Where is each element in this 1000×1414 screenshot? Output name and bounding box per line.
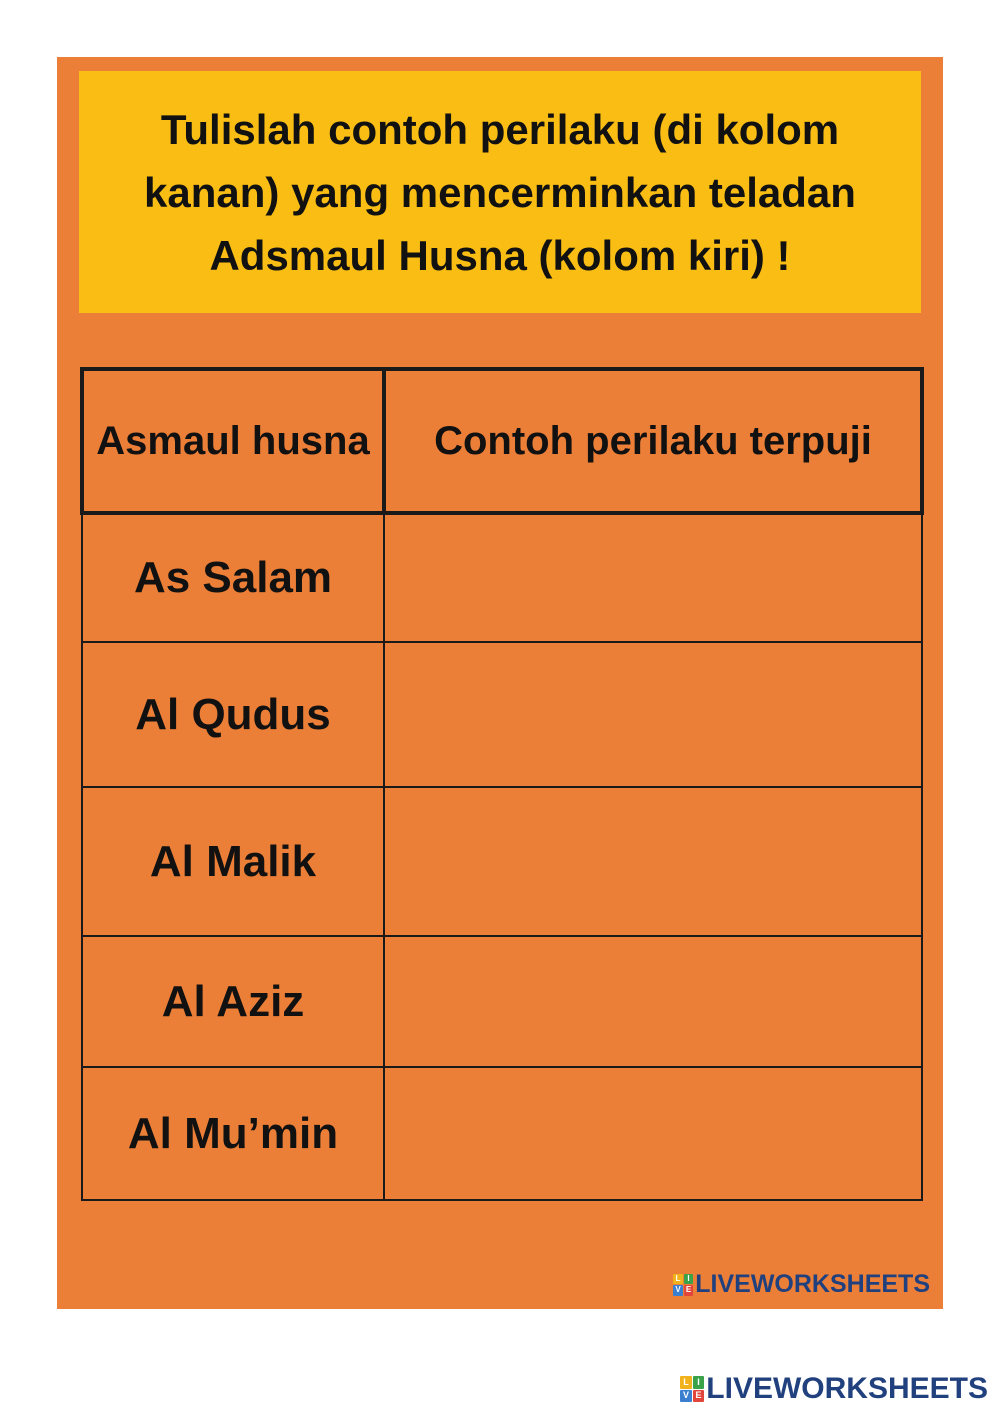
worksheet [57, 57, 943, 1309]
logo-letter: I [684, 1274, 694, 1285]
brand-name: LIVEWORKSHEETS [706, 1372, 988, 1405]
asmaul-name-cell: Al Aziz [82, 936, 384, 1067]
table-header-row [82, 369, 922, 513]
table-row [82, 1067, 922, 1200]
logo-letter: I [693, 1376, 705, 1389]
logo-letter: E [693, 1390, 705, 1403]
logo-letter: V [680, 1390, 692, 1403]
liveworksheets-logo-icon [680, 1376, 704, 1402]
asmaul-name-cell: Al Malik [82, 787, 384, 936]
answer-cell[interactable] [384, 513, 922, 642]
answer-cell[interactable] [384, 787, 922, 936]
instruction-text: Tulislah contoh perilaku (di kolom kanan) yang mencerminkan teladan Adsmaul Husna (kolom kiri) ! [144, 105, 856, 279]
logo-letter: L [680, 1376, 692, 1389]
table-row [82, 787, 922, 936]
liveworksheets-logo-icon [673, 1274, 693, 1296]
table-row [82, 642, 922, 787]
asmaul-name-cell: Al Qudus [82, 642, 384, 787]
logo-letter: E [684, 1285, 694, 1296]
answer-cell[interactable] [384, 1067, 922, 1200]
brand-name: LIVEWORKSHEETS [695, 1270, 930, 1298]
asmaul-husna-table [80, 367, 924, 1201]
asmaul-husna-table-wrap [80, 367, 920, 1201]
header-contoh-perilaku: Contoh perilaku terpuji [384, 369, 922, 513]
asmaul-name-cell: As Salam [82, 513, 384, 642]
instruction-banner [79, 71, 921, 313]
answer-cell[interactable] [384, 642, 922, 787]
sheet-brand-logo [673, 1270, 930, 1299]
page-brand-logo [680, 1372, 988, 1406]
logo-letter: V [673, 1285, 683, 1296]
table-row [82, 936, 922, 1067]
header-asmaul-husna: Asmaul husna [82, 369, 384, 513]
table-row [82, 513, 922, 642]
logo-letter: L [673, 1274, 683, 1285]
answer-cell[interactable] [384, 936, 922, 1067]
asmaul-name-cell: Al Mu’min [82, 1067, 384, 1200]
